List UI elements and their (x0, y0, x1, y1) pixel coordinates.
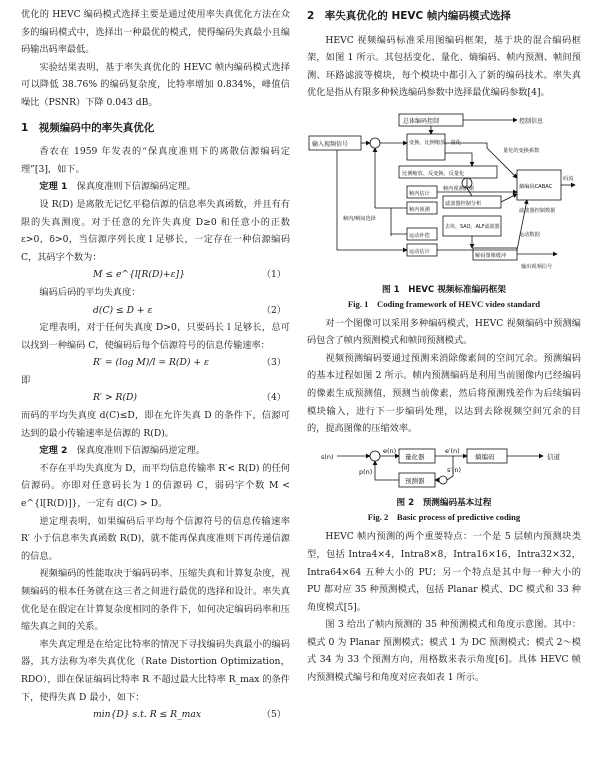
fig1-filter-data: 滤波器控制数据 (519, 207, 556, 214)
left-column (21, 6, 290, 724)
section-2-paragraph-3: 视频预测编码要通过预测来消除像素间的空间冗余。预测编码的基本过程如图 2 所示。帧内预测编码是利用当前图像内已经编码的像素生成预测值，预测当前像素，然后将预测残差作为后续编码模块输入，进行下一步编码处理，以达到去除视频空间冗余的目的，提高图像的压缩效率。 (307, 352, 581, 435)
section-2-title: 2 率失真优化的 HEVC 帧内编码模式选择 (307, 10, 511, 22)
fig1-intra-data: 帧内预测数据 (443, 185, 475, 192)
theorem-1-title: 保真度准则下信源编码定理。 (76, 181, 196, 193)
fig1-cabac: 熵编码CABAC (519, 183, 553, 190)
right-column (307, 6, 581, 687)
fig1-control-info: 控制信息 (519, 117, 544, 125)
fig1-decoded-buffer: 解码图像缓冲 (475, 252, 507, 259)
equation-2-number: （2） (261, 304, 286, 316)
fig2-sn: s(n) (321, 452, 334, 461)
hevc-framework-diagram (307, 108, 581, 276)
section-1-paragraph-9: 视频编码的性能取决于编码码率、压缩失真和计算复杂度，视频编码的根本任务就在这三者之间进行最优的选择和设计。率失真优化是在假定在计算复杂度相同的条件下，如何决定编码码率和压缩失真之间的关系。 (21, 568, 290, 633)
fig1-motion-est: 运动估计 (409, 248, 430, 255)
fig1-intra-pred: 帧内预测 (409, 206, 430, 213)
fig1-filter-ctrl: 滤波器控制分析 (445, 200, 482, 207)
section-1-title: 1 视频编码中的率失真优化 (21, 121, 155, 134)
figure-2 (307, 444, 581, 525)
theorem-1 (21, 178, 290, 196)
fig2-subtract-node (370, 451, 380, 461)
fig1-output: 输出视频信号 (521, 263, 553, 270)
fig1-transform-quant: 变换、比例缩放、量化 (409, 139, 461, 146)
intro-paragraph-2: 实验结果表明，基于率失真优化的 HEVC 帧内编码模式选择可以降低 38.76% 的编码复杂度，比特率增加 0.834%，峰值信噪比（PSNR）下降 0.043 dB。 (21, 61, 290, 108)
section-1-paragraph-4: 定理表明，对于任何失真度 D>0，只要码长 l 足够长，总可以找到一种编码 C，使编码后每个信源符号的信息传输速率： (21, 322, 290, 351)
equation-5-body: min{D} s.t. R ≤ R_max (93, 709, 202, 721)
fig1-general-control: 总体编码控制 (403, 117, 440, 125)
fig1-bitstream: 码流 (563, 175, 574, 182)
section-1-paragraph-1: 香农在 1959 年发表的“保真度准则下的离散信源编码定理”[3]，如下。 (21, 146, 290, 175)
fig1-deblock: 去块、SAO、ALF滤波器 (445, 223, 500, 230)
fig2-pn: p(n) (359, 467, 373, 476)
transform-quant-box (407, 134, 445, 160)
fig1-dequant: 比例缩放、反变换、反量化 (402, 170, 465, 177)
equation-1 (21, 266, 290, 284)
section-1-paragraph-2: 设 R(D) 是离散无记忆平稳信源的信息率失真函数，并且有有限的失真测度。对于任意的允许失真度 D≥0 和任意小的正数 ε>0，δ>0，当信源序列长度 l 足够长，一定存在一种信源编码 C，其码字个数为： (21, 198, 290, 263)
fig1-motion-data: 运动数据 (519, 231, 540, 238)
fig2-quantizer: 量化器 (405, 452, 425, 461)
equation-4 (21, 389, 290, 407)
figure-1-caption-en: Fig. 1 Coding framework of HEVC video standard (347, 298, 541, 309)
section-1-paragraph-8: 逆定理表明，如果编码后平均每个信源符号的信息传输速率 R′ 小于信息率失真函数 R(D)，就不能再保真度准则下再传递信源的信息。 (21, 515, 290, 562)
fig1-quant-coeff: 量化的变换系数 (503, 147, 540, 154)
figure-1-caption-cn: 图 1 HEVC 视频标准编码框架 (382, 284, 506, 295)
equation-2 (21, 302, 290, 320)
section-1-paragraph-5: 即 (21, 374, 31, 386)
fig2-eqn: e′(n) (445, 446, 460, 455)
section-1-paragraph-10: 率失真定理是在给定比特率的情况下寻找编码失真最小的编码器，其方法称为率失真优化（Rate Distortion Optimization，RDO），即在保证编码比特率 R 不超过最大比特率 R_max 的条件下，使得失真 D 最小，如下： (21, 638, 290, 703)
section-2-paragraph-4: HEVC 帧内预测的两个重要特点：一个是 5 层帧内预测块类型，包括 Intra4×4，Intra8×8，Intra16×16，Intra32×32，Intra64×64 五种大小的 PU；另一个特点是其中每一种大小的 PU 都对应 35 种预测模式，包括 Planar 模式、DC 模式和 33 种角度模式[5]。 (307, 531, 581, 613)
subtract-node (370, 138, 380, 148)
section-2-paragraph-5: 图 3 给出了帧内预测的 35 种预测模式和角度示意图。其中：模式 0 为 Planar 预测模式；模式 1 为 DC 预测模式；模式 2～模式 34 为 33 个预测方向，用格数来表示角度[6]。具体 HEVC 帧内预测模式编号和角度对应表如表 1 所示。 (307, 619, 581, 684)
section-1-paragraph-7: 不存在平均失真度为 D，而平均信息传输率 R′< R(D) 的任何信源码。亦即对任意码长为 l 的信源码 C，弱码字个数 M < e^{l[R(D)]}，一定有 d(C) > D。 (21, 462, 290, 510)
figure-1 (307, 108, 581, 311)
equation-2-body: d(C) ≤ D + ε (93, 304, 153, 316)
section-2-paragraph-1: HEVC 视频编码标准采用图编码框架，基于块的混合编码框架，如图 1 所示。其包括变化、量化、熵编码、帧内预测、帧间预测、环路滤波等模块，每个模块中都引入了新的编码技术。率失真优化是指从有限多种候选编码参数中选择最优编码参数[4]。 (307, 34, 581, 99)
fig1-input-label: 输入视频信号 (312, 140, 349, 148)
fig2-sqn: s′(n) (447, 465, 462, 474)
equation-3 (21, 354, 290, 372)
equation-4-body: R′ > R(D) (93, 392, 137, 404)
fig1-motion-comp: 运动补偿 (409, 232, 430, 239)
equation-3-body: R′ = (log M)/l = R(D) + ε (93, 357, 209, 369)
equation-4-number: （4） (261, 392, 286, 404)
equation-5 (21, 706, 290, 724)
figure-2-caption-en: Fig. 2 Basic process of predictive coding (367, 512, 521, 523)
intro-paragraph-1: 优化的 HEVC 编码模式选择主要是通过使用率失真优化方法在众多的编码模式中，选择出一种最优的模式，使得编码失真最小且编码输出码率最低。 (21, 9, 290, 56)
theorem-1-label: 定理 1 (39, 181, 68, 193)
fig2-output: 信道 (547, 452, 560, 461)
equation-1-body: M ≤ e^{l[R(D)+ε]} (93, 269, 185, 281)
fig2-predictor: 预测器 (405, 476, 425, 485)
fig2-add-node (439, 476, 447, 484)
predictive-coding-diagram (307, 444, 581, 490)
theorem-2-title: 保真度准则下信源编码逆定理。 (76, 445, 206, 457)
section-2-paragraph-2: 对一个图像可以采用多种编码模式，HEVC 视频编码中预测编码包含了帧内预测模式和帧间预测模式。 (307, 317, 581, 347)
equation-3-number: （3） (261, 357, 286, 369)
fig1-intra-est: 帧内估计 (409, 190, 430, 197)
figure-2-caption-cn: 图 2 预测编码基本过程 (396, 498, 492, 509)
equation-1-number: （1） (261, 269, 286, 281)
section-1-paragraph-6: 而码的平均失真度 d(C)≤D，即在允许失真 D 的条件下，信源可达到的最小传输速率是信源的 R(D)。 (21, 410, 290, 439)
fig2-entropy: 熵编码 (475, 452, 495, 461)
fig1-intra-inter-select: 帧内/帧间选择 (343, 215, 376, 222)
theorem-2 (21, 442, 290, 460)
fig2-en: e(n) (383, 446, 397, 455)
equation-5-number: （5） (261, 709, 286, 721)
section-1-paragraph-3: 编码后码的平均失真度： (39, 286, 141, 298)
theorem-2-label: 定理 2 (39, 445, 68, 457)
